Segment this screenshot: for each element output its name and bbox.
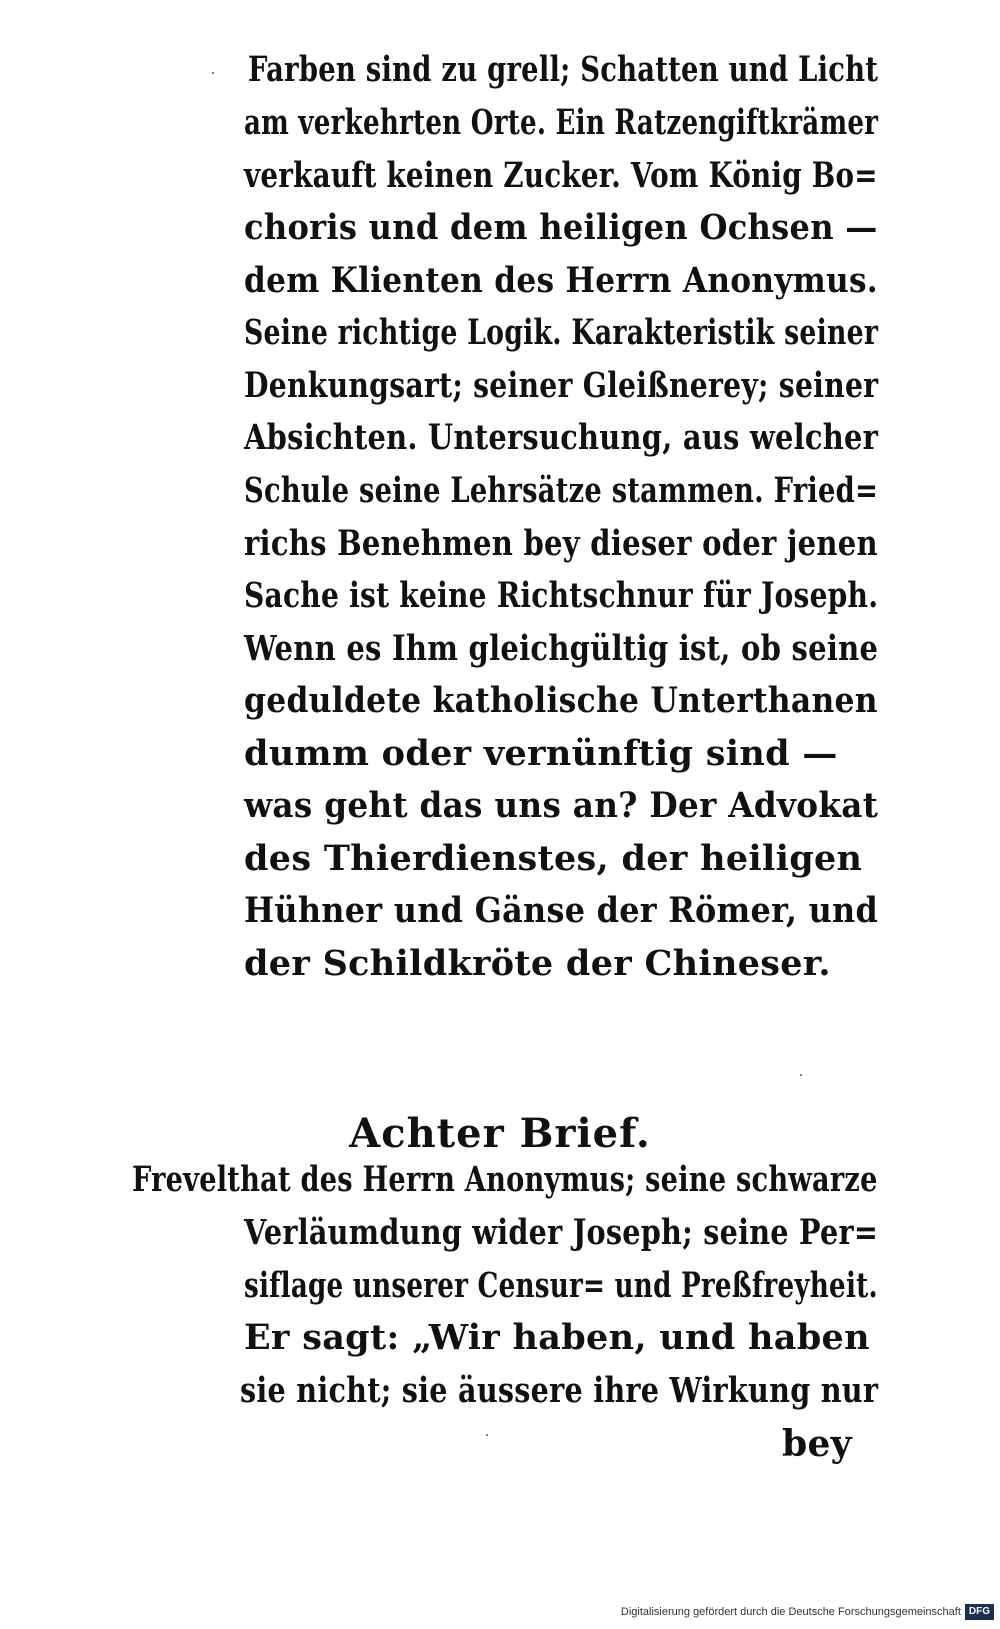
text-line: siflage unserer Censur= und Preßfreyheit. <box>244 1265 878 1306</box>
catchword: bey <box>782 1423 852 1465</box>
text-line: choris und dem heiligen Ochsen — <box>244 207 878 248</box>
text-line: Er sagt: „Wir haben, und haben <box>244 1317 870 1358</box>
text-line: dumm oder vernünftig sind — <box>244 733 838 774</box>
chapter-heading: Achter Brief. <box>349 1110 651 1157</box>
text-line: was geht das uns an? Der Advokat <box>244 785 879 826</box>
text-line: Schule seine Lehrsätze stammen. Fried= <box>244 470 879 511</box>
text-line: des Thierdienstes, der heiligen <box>244 838 863 879</box>
print-speck <box>800 1074 802 1076</box>
text-line: Wenn es Ihm gleichgültig ist, ob seine <box>244 628 879 669</box>
text-line: Sache ist keine Richtschnur für Joseph. <box>244 575 879 616</box>
digitization-footer <box>600 1600 994 1624</box>
print-speck <box>486 1434 488 1436</box>
footer-text: Digitalisierung gefördert durch die Deutsche Forschungsgemeinschaft <box>620 1606 961 1618</box>
text-line: Hühner und Gänse der Römer, und <box>244 890 879 931</box>
text-line: Seine richtige Logik. Karakteristik seiner <box>244 312 879 353</box>
text-line: dem Klienten des Herrn Anonymus. <box>244 260 878 301</box>
text-line: Frevelthat des Herrn Anonymus; seine schwarze <box>132 1159 878 1200</box>
text-line: Absichten. Untersuchung, aus welcher <box>244 417 879 458</box>
text-line: richs Benehmen bey dieser oder jenen <box>244 523 878 564</box>
text-line: am verkehrten Orte. Ein Ratzengiftkrämer <box>244 102 879 143</box>
text-line: der Schildkröte der Chineser. <box>244 943 831 984</box>
text-line: verkauft keinen Zucker. Vom König Bo= <box>244 155 878 196</box>
text-line: Denkungsart; seiner Gleißnerey; seiner <box>244 365 879 406</box>
text-line: Verläumdung wider Joseph; seine Per= <box>244 1212 879 1253</box>
text-line: Farben sind zu grell; Schatten und Licht <box>248 49 879 90</box>
dfg-logo-icon: DFG <box>965 1604 994 1620</box>
print-speck <box>212 72 214 74</box>
text-line: sie nicht; sie äussere ihre Wirkung nur <box>240 1370 879 1411</box>
text-line: geduldete katholische Unterthanen <box>244 680 878 721</box>
